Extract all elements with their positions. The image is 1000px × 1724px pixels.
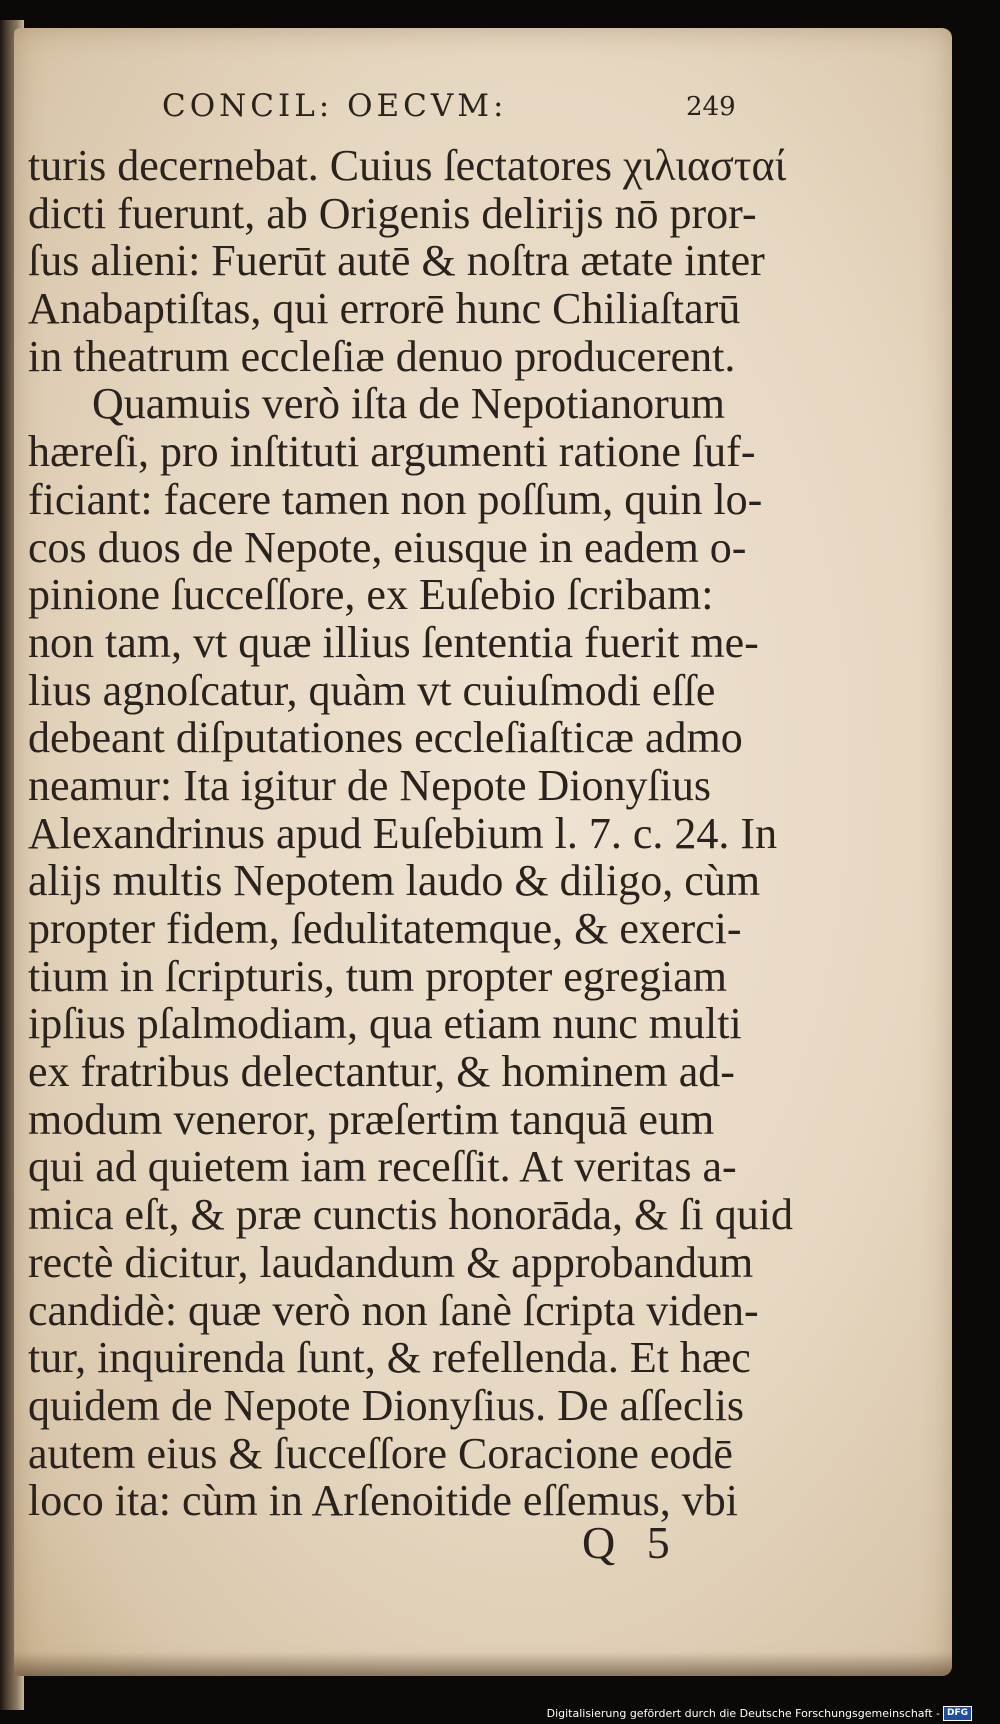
text-line: loco ita: cùm in Arſenoitide eſſemus, vbi <box>28 1476 738 1526</box>
text-line: cos duos de Nepote, eiusque in eadem o- <box>28 522 747 572</box>
text-line: debeant diſputationes eccleſiaſticæ admo <box>28 713 743 763</box>
text-line: ficiant: facere tamen non poſſum, quin lo- <box>28 474 763 524</box>
text-line: rectè dicitur, laudandum & approbandum <box>28 1237 754 1287</box>
text-line: tium in ſcripturis, tum propter egregiam <box>28 951 727 1001</box>
text-line: ipſius pſalmodiam, qua etiam nunc multi <box>28 999 742 1049</box>
text-line: modum veneror, præſertim tanquā eum <box>28 1094 715 1144</box>
text-line: ſus alieni: Fuerūt autē & noſtra ætate inter <box>28 236 765 286</box>
text-line: non tam, vt quæ illius ſententia fuerit me- <box>28 617 759 667</box>
text-line: quidem de Nepote Dionyſius. De aſſeclis <box>28 1380 745 1430</box>
running-head: CONCIL: OECVM: <box>162 88 508 124</box>
dfg-logo: DFG <box>943 1706 972 1721</box>
text-line: Alexandrinus apud Euſebium l. 7. c. 24. In <box>28 808 778 858</box>
text-line: in theatrum eccleſiæ denuo producerent. <box>28 331 736 381</box>
page-edge-shadow <box>14 1652 952 1676</box>
text-line: Anabaptiſtas, qui errorē hunc Chiliaſtarū <box>28 284 741 334</box>
text-line: mica eſt, & præ cunctis honorāda, & ſi quid <box>28 1190 793 1240</box>
text-line: propter fidem, ſedulitatemque, & exerci- <box>28 904 742 953</box>
text-line: tur, inquirenda ſunt, & refellenda. Et hæc <box>28 1333 751 1383</box>
text-line: qui ad quietem iam receſſit. At veritas a- <box>28 1142 737 1192</box>
page-number: 249 <box>686 92 736 122</box>
digitization-credit <box>547 1706 972 1720</box>
paragraph-start-line: Quamuis verò iſta de Nepotianorum <box>92 379 725 429</box>
text-line: ex fratribus delectantur, & hominem ad- <box>28 1047 735 1097</box>
credit-text: Digitalisierung gefördert durch die Deutsche Forschungsgemeinschaft - <box>546 1706 940 1720</box>
body-text <box>28 142 918 1525</box>
text-line: pinione ſucceſſore, ex Euſebio ſcribam: <box>28 570 714 620</box>
text-line: hæreſi, pro inſtituti argumenti ratione ſuf- <box>28 427 756 477</box>
text-line: dicti fuerunt, ab Origenis delirijs nō pror- <box>28 188 757 238</box>
text-line: autem eius & ſucceſſore Coracione eodē <box>28 1428 733 1478</box>
catchword-signature: Q 5 <box>582 1517 680 1568</box>
text-line: lius agnoſcatur, quàm vt cuiuſmodi eſſe <box>28 665 716 715</box>
text-line: neamur: Ita igitur de Nepote Dionyſius <box>28 760 712 810</box>
text-line: turis decernebat. Cuius ſectatores χιλιασταί <box>28 141 787 190</box>
text-line: candidè: quæ verò non ſanè ſcripta viden- <box>28 1285 759 1335</box>
text-line: alijs multis Nepotem laudo & diligo, cùm <box>28 856 761 906</box>
